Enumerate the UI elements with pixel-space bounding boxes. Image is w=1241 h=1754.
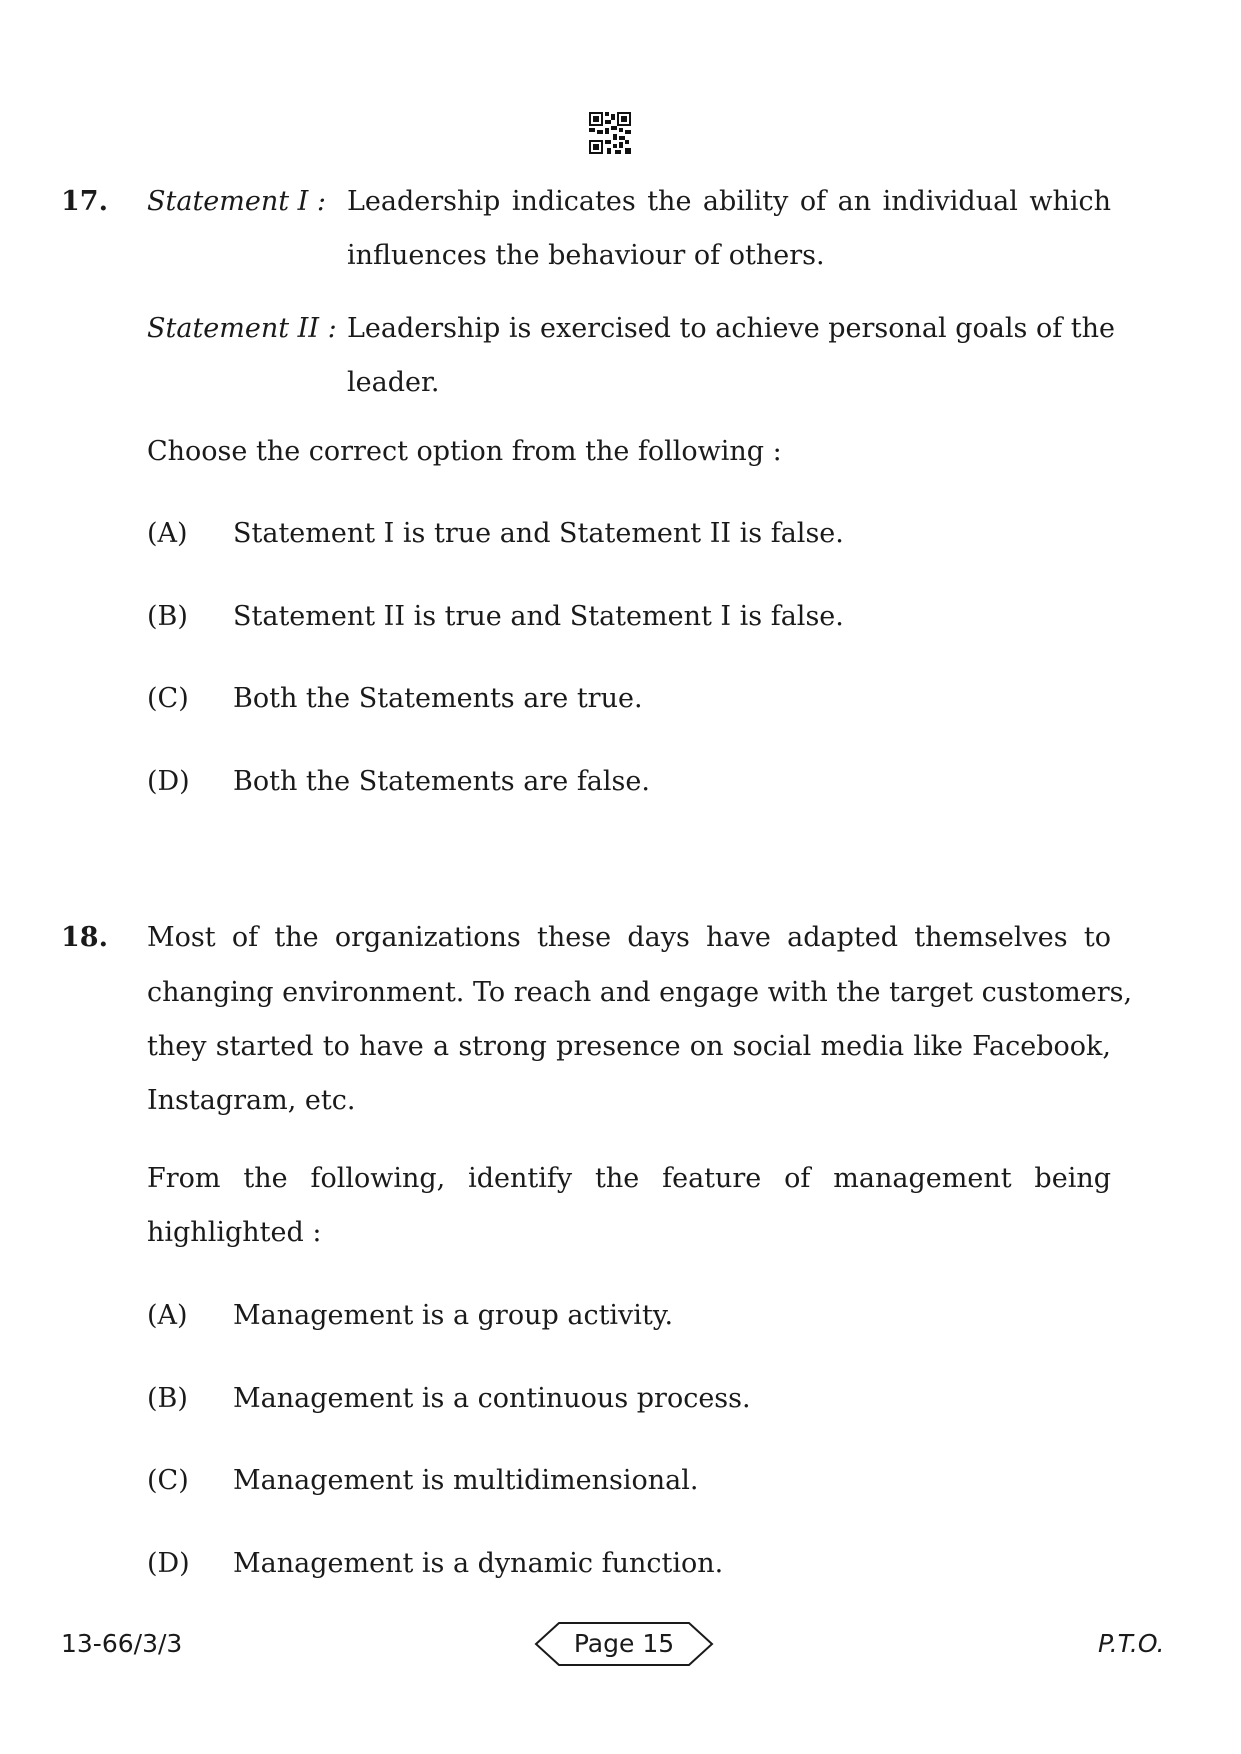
option-text: Both the Statements are false.: [233, 766, 650, 797]
statement-1-line-1: Leadership indicates the ability of an individual which: [347, 186, 1111, 217]
option-text: Both the Statements are true.: [233, 683, 643, 714]
option-label: (D): [147, 766, 190, 797]
question-number-17: 17.: [61, 186, 108, 217]
question-18-para-line-2: changing environment. To reach and engage with the target customers,: [147, 977, 1133, 1008]
page-number-badge: [533, 1620, 715, 1668]
option-text: Management is a dynamic function.: [233, 1548, 724, 1579]
option-text: Statement I is true and Statement II is false.: [233, 518, 844, 549]
question-18-para-line-3: they started to have a strong presence on social media like Facebook,: [147, 1031, 1111, 1062]
question-18-prompt-line-1: From the following, identify the feature of management being: [147, 1163, 1111, 1194]
page-number: Page 15: [573, 1629, 675, 1658]
paper-code: 13-66/3/3: [61, 1629, 183, 1658]
option-label: (C): [147, 683, 189, 714]
pto-label: P.T.O.: [1098, 1629, 1165, 1658]
option-label: (B): [147, 1383, 188, 1414]
statement-2-label: Statement II :: [147, 313, 337, 344]
option-text: Management is multidimensional.: [233, 1465, 699, 1496]
option-text: Management is a continuous process.: [233, 1383, 751, 1414]
option-text: Management is a group activity.: [233, 1300, 674, 1331]
statement-1-label: Statement I :: [147, 186, 327, 217]
question-18-para-line-4: Instagram, etc.: [147, 1085, 356, 1116]
statement-2-line-1: Leadership is exercised to achieve personal goals of the: [347, 313, 1116, 344]
option-label: (A): [147, 1300, 188, 1331]
question-18-prompt-line-2: highlighted :: [147, 1217, 322, 1248]
question-number-18: 18.: [61, 922, 108, 953]
option-label: (A): [147, 518, 188, 549]
question-17-prompt: Choose the correct option from the following :: [147, 436, 782, 467]
question-18-para-line-1: Most of the organizations these days have adapted themselves to: [147, 922, 1111, 953]
option-label: (D): [147, 1548, 190, 1579]
option-text: Statement II is true and Statement I is false.: [233, 601, 844, 632]
option-label: (B): [147, 601, 188, 632]
qr-code-icon: [589, 112, 631, 154]
statement-2-line-2: leader.: [347, 367, 440, 398]
option-label: (C): [147, 1465, 189, 1496]
statement-1-line-2: influences the behaviour of others.: [347, 240, 825, 271]
